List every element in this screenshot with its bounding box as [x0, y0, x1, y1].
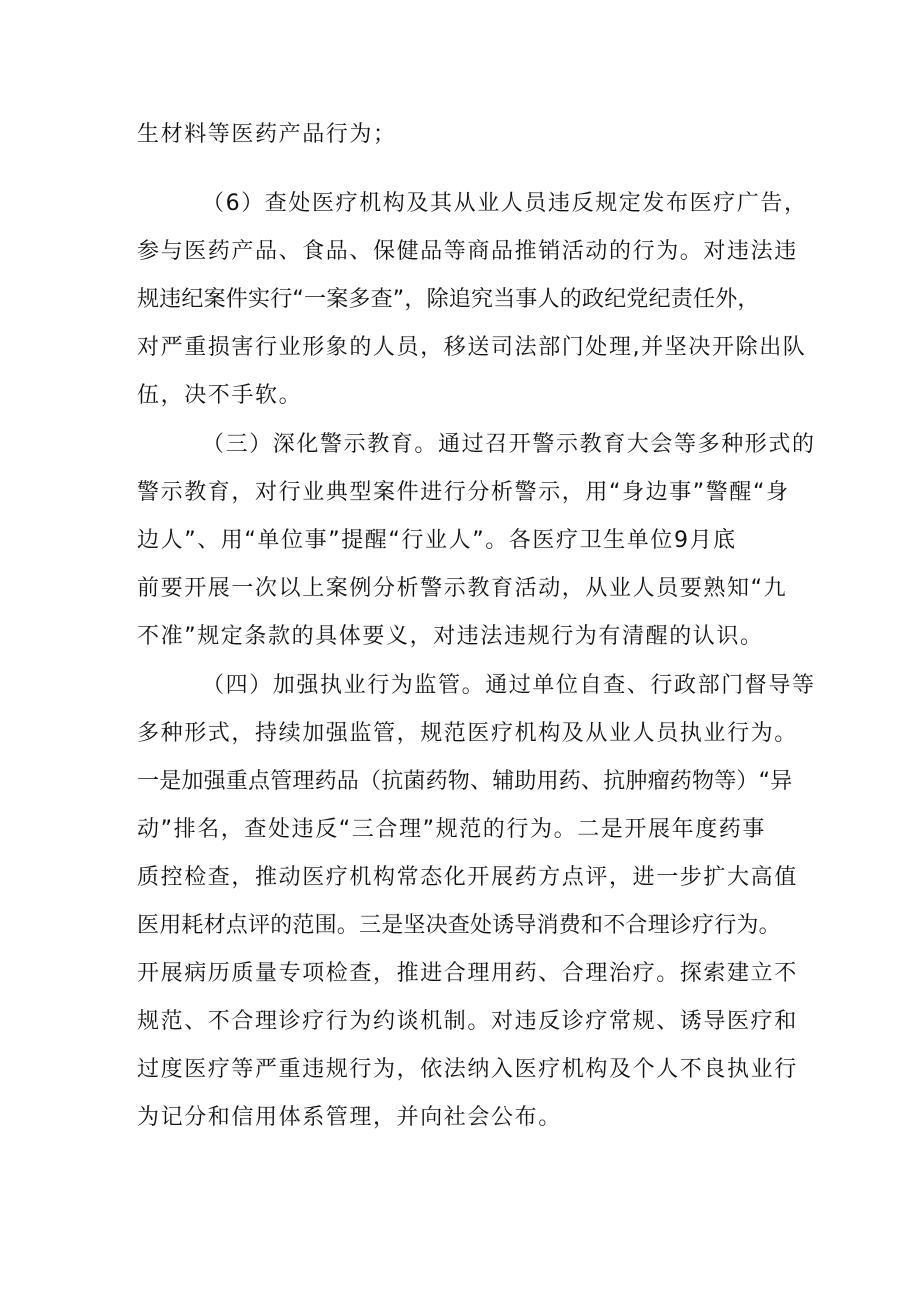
text-line: 一是加强重点管理药品（抗菌药物、辅助用药、抗肿瘤药物等）“异 — [137, 769, 793, 794]
text-line: 动”排名，查处违反“三合理”规范的行为。二是开展年度药事 — [137, 817, 766, 842]
text-line: （6）查处医疗机构及其从业人员违反规定发布医疗广告， — [202, 191, 808, 216]
text-line: 质控检查，推动医疗机构常态化开展药方点评，进一步扩大高值 — [137, 865, 798, 890]
text-line: 参与医药产品、食品、保健品等商品推销活动的行为。对违法违 — [137, 239, 798, 264]
text-line: 过度医疗等严重违规行为，依法纳入医疗机构及个人不良执业行 — [137, 1057, 798, 1082]
text-line: 警示教育，对行业典型案件进行分析警示，用“身边事”警醒“身 — [137, 480, 790, 505]
text-line: 生材料等医药产品行为； — [137, 122, 397, 147]
text-line: 边人”、用“单位事”提醒“行业人”。各医疗卫生单位9月底 — [137, 528, 737, 553]
text-line: 前要开展一次以上案例分析警示教育活动，从业人员要熟知“九 — [137, 576, 788, 601]
text-line: （四）加强执业行为监管。通过单位自查、行政部门督导等 — [202, 673, 816, 698]
text-line: 伍，决不手软。 — [137, 383, 303, 408]
text-line: 医用耗材点评的范围。三是坚决查处诱导消费和不合理诊疗行为。 — [137, 913, 781, 938]
text-line: 开展病历质量专项检查，推进合理用药、合理治疗。探索建立不 — [137, 961, 798, 986]
text-line: 规违纪案件实行“一案多查”，除追究当事人的政纪党纪责任外， — [137, 287, 760, 312]
text-line: 不准”规定条款的具体要义，对违法违规行为有清醒的认识。 — [137, 624, 764, 649]
text-line: 规范、不合理诊疗行为约谈机制。对违反诊疗常规、诱导医疗和 — [137, 1009, 798, 1034]
text-line: 对严重损害行业形象的人员，移送司法部门处理,并坚决开除出队 — [137, 335, 807, 360]
text-line: 多种形式，持续加强监管，规范医疗机构及从业人员执业行为。 — [137, 721, 798, 746]
text-line: （三）深化警示教育。通过召开警示教育大会等多种形式的 — [202, 432, 816, 457]
text-line: 为记分和信用体系管理，并向社会公布。 — [137, 1105, 562, 1130]
